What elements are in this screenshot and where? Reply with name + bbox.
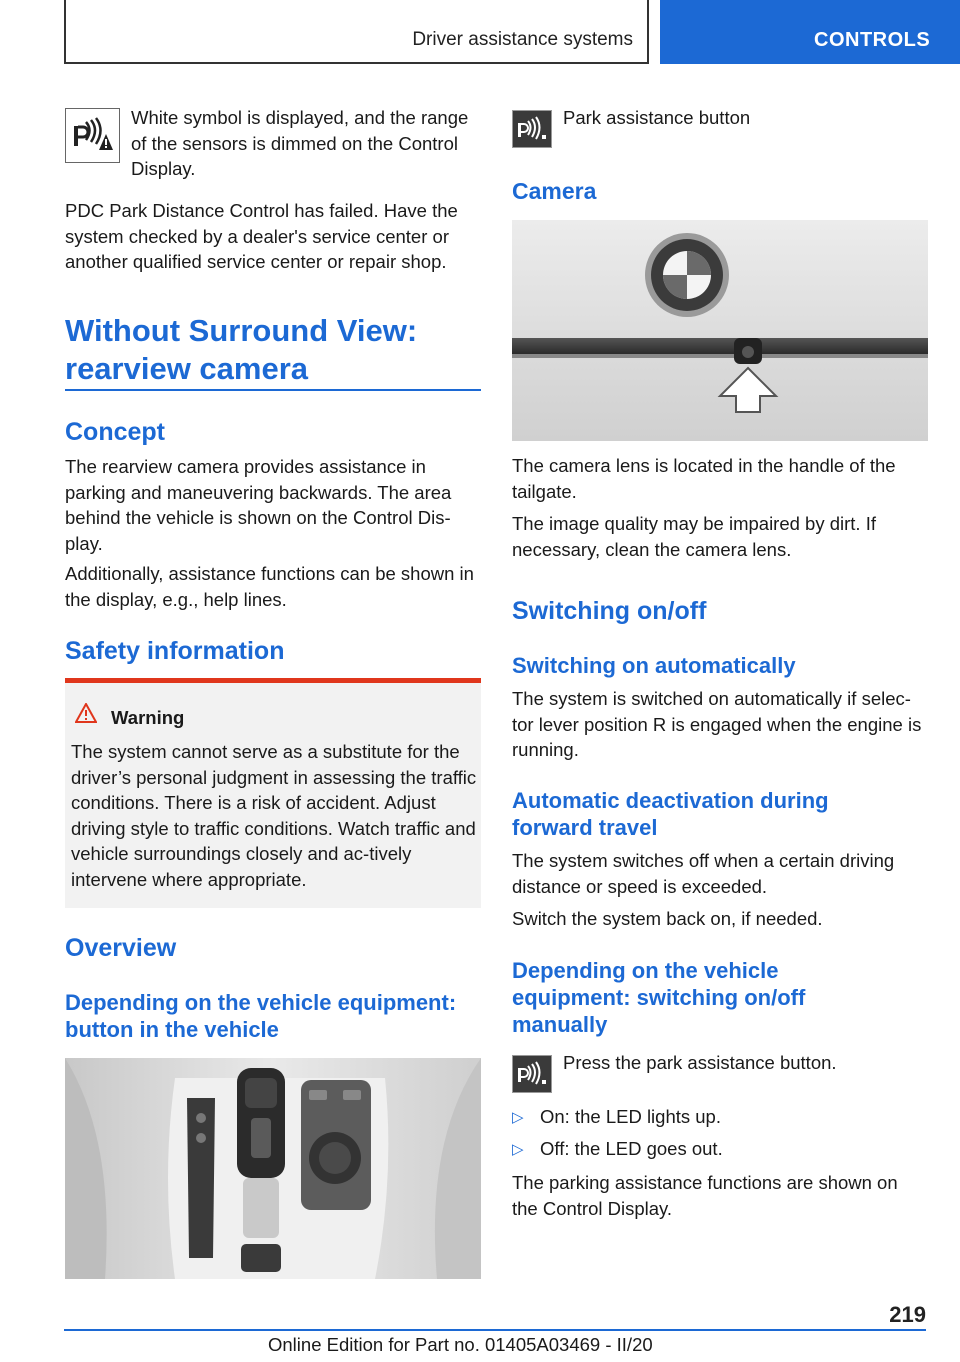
safety-heading: Safety information <box>65 637 285 665</box>
header-section-box <box>64 0 649 64</box>
auto-on-heading: Switching on automatically <box>512 653 796 678</box>
switching-heading: Switching on/off <box>512 597 707 625</box>
bullet-item-off: ▷ Off: the LED goes out. <box>512 1138 723 1159</box>
header-section-title: Driver assistance systems <box>412 29 633 50</box>
manual-text: Press the park assistance button. <box>563 1052 837 1073</box>
switch-back-on-text: Switch the system back on, if needed. <box>512 908 823 929</box>
warning-label: Warning <box>111 707 185 728</box>
camera-dirt-text: The image quality may be impaired by dirt. If necessary, clean the camera lens. <box>512 513 876 560</box>
concept-paragraph-2: Additionally, assistance functions can be shown in the display, e.g., help lines. <box>65 563 474 610</box>
camera-heading: Camera <box>512 178 597 204</box>
section-title-line2: rearview camera <box>65 351 309 386</box>
camera-location-text: The camera lens is located in the handle of the tailgate. <box>512 455 896 502</box>
concept-paragraph-1: The rearview camera provides assistance in parking and maneuvering backwards. The area behind the vehicle is shown on the Control Dis-play. <box>65 456 452 554</box>
warning-text: The system cannot serve as a substitute for the driver’s personal judgment in assessing the traffic conditions. There is a risk of accident. Adjust driving style to traffic conditions. Watch traffic and vehicle surroundings closely and ac-tively intervene where appropriate. <box>71 741 477 890</box>
manual-heading: Depending on the vehicle equipment: switching on/off manually <box>512 958 806 1037</box>
tailgate-camera-photo <box>512 220 928 441</box>
footer-rule <box>64 1329 926 1331</box>
park-assistance-button-icon <box>512 110 552 148</box>
pdc-failed-text: PDC Park Distance Control has failed. Have the system checked by a dealer's service center or another qualified service center or repair shop. <box>65 200 458 272</box>
page-number: 219 <box>889 1302 926 1327</box>
header-chapter-tab[interactable] <box>660 0 960 64</box>
overview-heading: Overview <box>65 934 177 962</box>
section-title-line1: Without Surround View: <box>65 313 418 348</box>
auto-off-heading: Automatic deactivation during forward travel <box>512 788 829 840</box>
warning-triangle-icon <box>75 703 97 723</box>
auto-off-text: The system switches off when a certain driving distance or speed is exceeded. <box>512 850 895 897</box>
bullet-item-on: ▷ On: the LED lights up. <box>512 1106 721 1127</box>
park-assistance-button-label: Park assistance button <box>563 107 751 128</box>
footer-edition: Online Edition for Part no. 01405A03469 - II/20 <box>268 1334 653 1355</box>
white-symbol-text: White symbol is displayed, and the range of the sensors is dimmed on the Control Display. <box>131 107 469 179</box>
bullet-triangle-icon: ▷ <box>512 1109 524 1126</box>
warning-box <box>65 678 481 908</box>
button-location-heading: Depending on the vehicle equipment: button in the vehicle <box>65 990 457 1042</box>
center-console-photo <box>65 1058 481 1279</box>
section-title-rule <box>65 389 481 391</box>
bullet-triangle-icon: ▷ <box>512 1141 524 1158</box>
pdc-warning-symbol-icon <box>65 108 120 163</box>
auto-on-text: The system is switched on automatically if selec-tor lever position R is engaged when the engine is running. <box>512 688 922 760</box>
header-chapter-title: CONTROLS <box>814 29 931 51</box>
park-assistance-button-icon-2 <box>512 1055 552 1093</box>
concept-heading: Concept <box>65 418 165 446</box>
closing-text: The parking assistance functions are shown on the Control Display. <box>512 1172 898 1219</box>
